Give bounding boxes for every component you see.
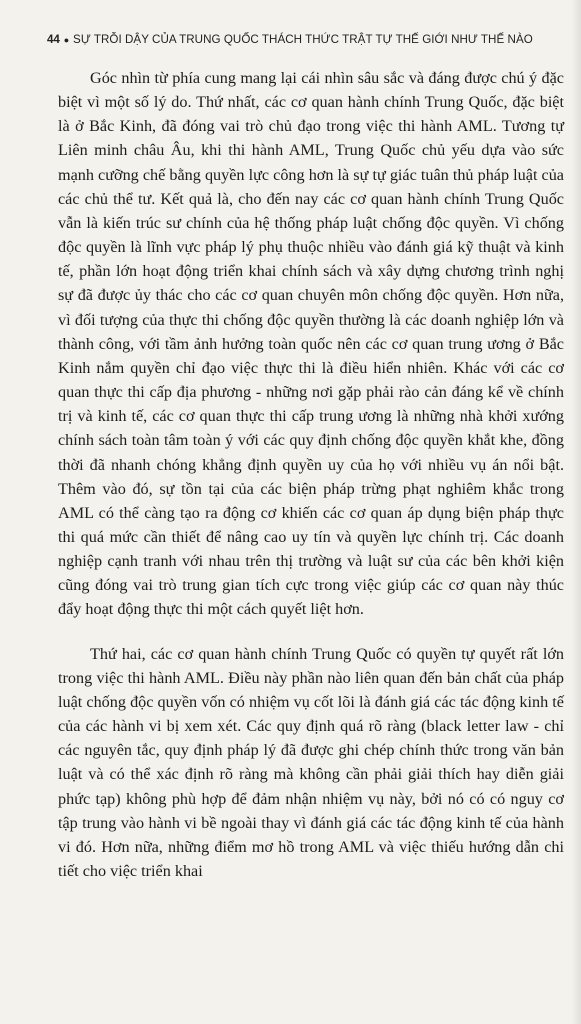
- paragraph-1: Góc nhìn từ phía cung mang lại cái nhìn sâu sắc và đáng được chú ý đặc biệt vì một số lý do. Thứ nhất, các cơ quan hành chính Trung Quốc, đặc biệt là ở Bắc Kinh, đã đóng vai trò chủ đạo trong việc thi hành AML. Tương tự Liên minh châu Âu, khi thi hành AML, Trung Quốc chủ yếu dựa vào sức mạnh cưỡng chế bằng quyền lực công hơn là sự tự giác tuân thủ pháp luật của các chủ thể tư. Kết quả là, cho đến nay các cơ quan hành chính Trung Quốc vẫn là kiến trúc sư chính của hệ thống pháp luật chống độc quyền. Vì chống độc quyền là lĩnh vực pháp lý phụ thuộc nhiều vào đánh giá kỹ thuật và kinh tế, phần lớn hoạt động triển khai chính sách và xây dựng chương trình nghị sự đã được ủy thác cho các cơ quan chuyên môn chống độc quyền. Hơn nữa, vì đối tượng của thực thi chống độc quyền thường là các doanh nghiệp lớn và thành công, với tầm ảnh hưởng toàn quốc nên các cơ quan trung ương ở Bắc Kinh nắm quyền chỉ đạo việc thực thi là điều hiển nhiên. Khác với các cơ quan thực thi cấp địa phương - những nơi gặp phải rào cản đáng kể về chính trị và kinh tế, các cơ quan thực thi cấp trung ương là những nhà khởi xướng chính sách toàn tâm toàn ý với các quy định chống độc quyền khắt khe, đồng thời đã nhanh chóng khẳng định quyền uy của họ với nhiều vụ án nổi bật. Thêm vào đó, sự tồn tại của các biện pháp trừng phạt nghiêm khắc trong AML có thể càng tạo ra động cơ khiến các cơ quan áp dụng biện pháp thực thi quá mức cần thiết để nâng cao uy tín và quyền lực chính trị. Các doanh nghiệp cạnh tranh với nhau trên thị trường và luật sư của các bên khởi kiện cũng đóng vai trò trung gian tích cực trong việc giúp các cơ quan này thúc đẩy hoạt động thực thi một cách quyết liệt hơn.: [58, 69, 564, 619]
- bullet-dot-icon: ●: [63, 35, 70, 45]
- running-title: SỰ TRỖI DẬY CỦA TRUNG QUỐC THÁCH THỨC TRẬT TỰ THẾ GIỚI NHƯ THẾ NÀO: [73, 33, 533, 46]
- paragraph-2: Thứ hai, các cơ quan hành chính Trung Quốc có quyền tự quyết rất lớn trong việc thi hành AML. Điều này phần nào liên quan đến bản chất của pháp luật chống độc quyền vốn có nhiệm vụ cốt lõi là đánh giá các tác động kinh tế của các hành vi bị xem xét. Các quy định quá rõ ràng (black letter law - chỉ các nguyên tắc, quy định pháp lý đã được ghi chép chính thức trong văn bản luật và có thể xác định rõ ràng mà không cần phải giải thích hay diễn giải phức tạp) không phù hợp để đảm nhận nhiệm vụ này, bởi nó có có nguy cơ tập trung vào hành vi bề ngoài thay vì đánh giá các tác động kinh tế của hành vi đó. Hơn nữa, những điểm mơ hồ trong AML và việc thiếu hướng dẫn chi tiết cho việc triển khai: [58, 644, 564, 880]
- running-header: [47, 33, 567, 46]
- page-edge-shadow: [571, 0, 581, 1024]
- page-number: 44: [47, 33, 60, 46]
- body-text: [58, 66, 564, 883]
